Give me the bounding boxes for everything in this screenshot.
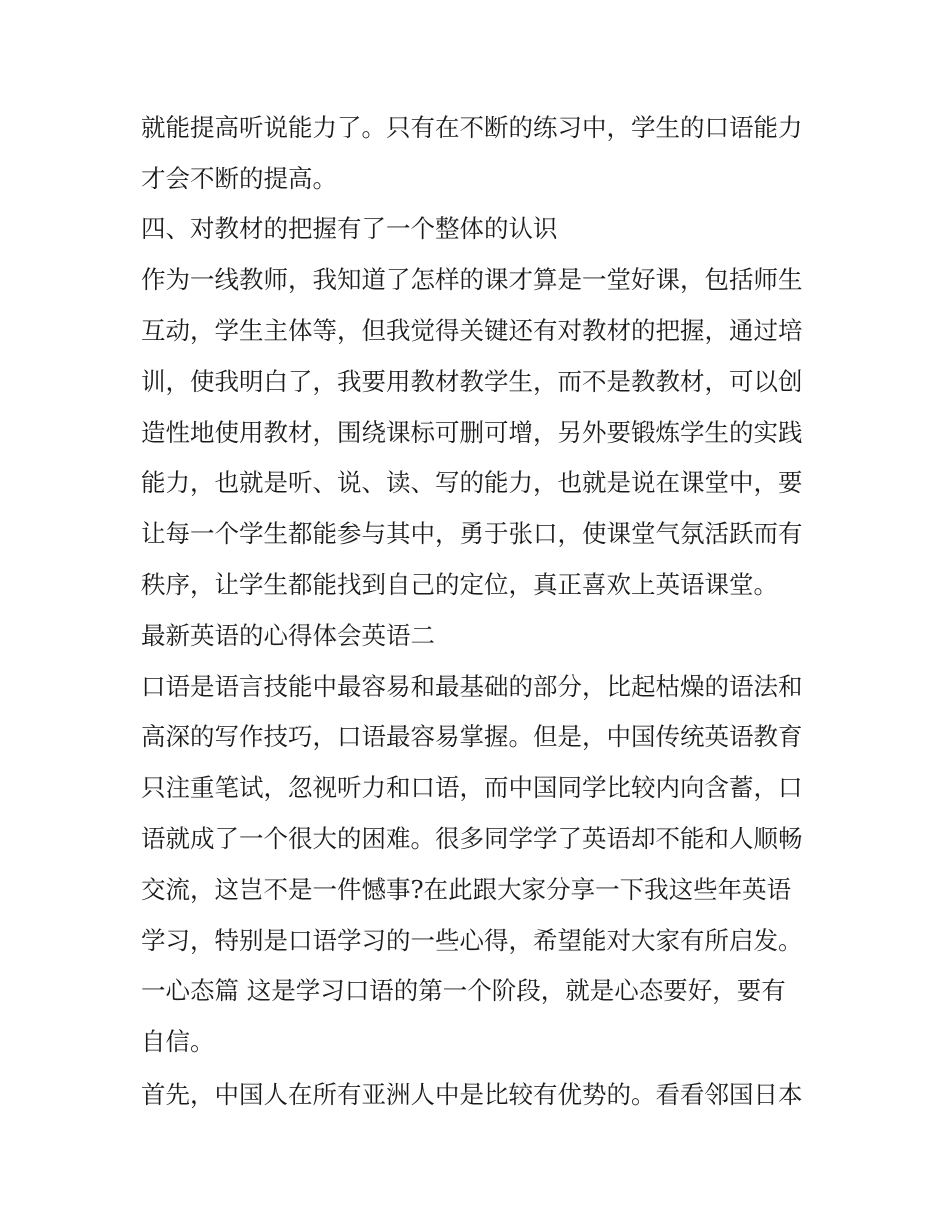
text-line-13: 高深的写作技巧，口语最容易掌握。但是，中国传统英语教育: [141, 722, 803, 751]
text-line-6: 训，使我明白了，我要用教材教学生，而不是教教材，可以创: [141, 367, 803, 396]
text-line-17: 学习，特别是口语学习的一些心得，希望能对大家有所启发。: [141, 926, 803, 955]
text-line-14: 只注重笔试，忽视听力和口语，而中国同学比较内向含蓄，口: [141, 773, 803, 802]
text-line-2: 才会不断的提高。: [141, 164, 337, 193]
text-line-15: 语就成了一个很大的困难。很多同学学了英语却不能和人顺畅: [141, 824, 803, 853]
text-line-16: 交流，这岂不是一件憾事?在此跟大家分享一下我这些年英语: [141, 875, 792, 904]
text-line-4: 作为一线教师，我知道了怎样的课才算是一堂好课，包括师生: [141, 265, 803, 294]
text-line-1: 就能提高听说能力了。只有在不断的练习中，学生的口语能力: [141, 113, 803, 142]
text-line-20: 首先，中国人在所有亚洲人中是比较有优势的。看看邻国日本: [141, 1080, 803, 1109]
text-line-18: 一心态篇 这是学习口语的第一个阶段，就是心态要好，要有: [141, 976, 786, 1005]
text-line-7: 造性地使用教材，围绕课标可删可增，另外要锻炼学生的实践: [141, 418, 803, 447]
text-line-10: 秩序，让学生都能找到自己的定位，真正喜欢上英语课堂。: [141, 570, 778, 599]
text-line-8: 能力，也就是听、说、读、写的能力，也就是说在课堂中，要: [141, 468, 803, 497]
text-line-12: 口语是语言技能中最容易和最基础的部分，比起枯燥的语法和: [141, 672, 803, 701]
text-line-9: 让每一个学生都能参与其中，勇于张口，使课堂气氛活跃而有: [141, 519, 803, 548]
text-line-19: 自信。: [141, 1027, 215, 1056]
text-line-5: 互动，学生主体等，但我觉得关键还有对教材的把握，通过培: [141, 316, 803, 345]
section-title: 最新英语的心得体会英语二: [141, 621, 435, 650]
section-heading-4: 四、对教材的把握有了一个整体的认识: [141, 214, 558, 243]
